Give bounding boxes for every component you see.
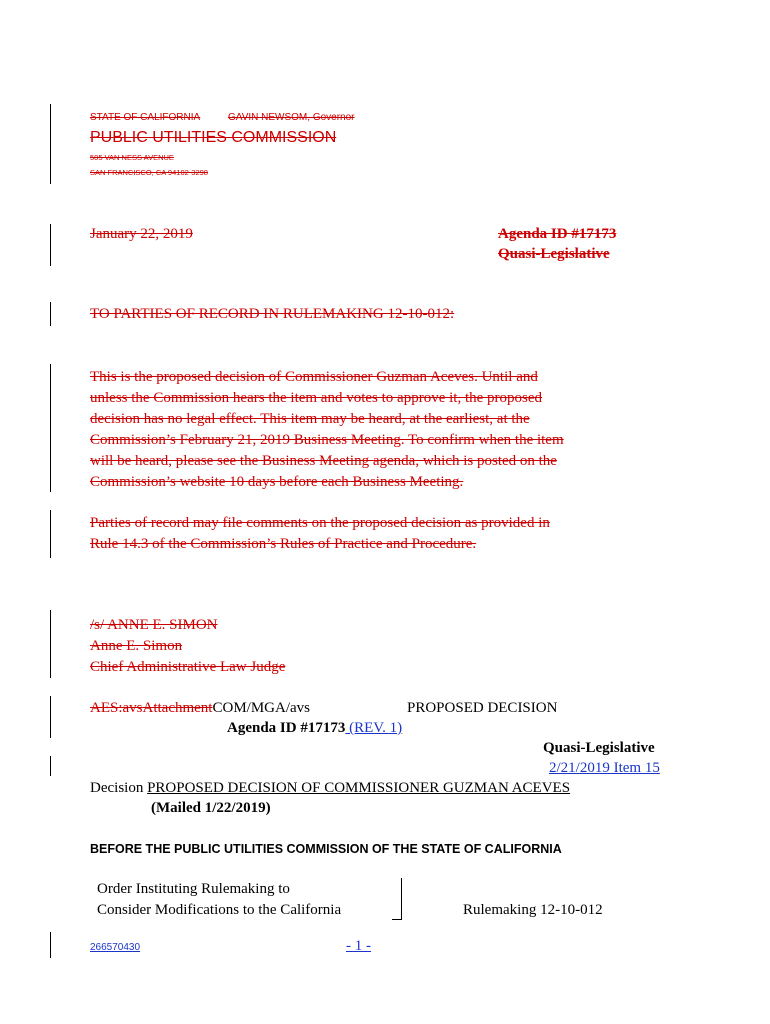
cover-date: January 22, 2019	[90, 226, 193, 242]
docket-number: Rulemaking 12-10-012	[463, 902, 603, 918]
header-initials: COM/MGA/avs	[212, 700, 310, 716]
signer-title: Chief Administrative Law Judge	[90, 659, 286, 675]
change-bar	[50, 224, 51, 266]
header-agenda-text: Agenda ID #17173	[227, 720, 346, 736]
caption-underline	[392, 919, 402, 920]
paragraph-line: will be heard, please see the Business Meeting agenda, which is posted on the	[90, 453, 557, 469]
signature: /s/ ANNE E. SIMON	[90, 617, 218, 633]
doc-number: 266570430	[90, 942, 141, 953]
header-agenda-id	[227, 720, 402, 737]
change-bar	[50, 302, 51, 326]
mailed-date: (Mailed 1/22/2019)	[151, 800, 271, 816]
commission-name: PUBLIC UTILITIES COMMISSION	[90, 129, 337, 146]
change-bar	[50, 510, 51, 558]
paragraph-line: Commission’s website 10 days before each Business Meeting.	[90, 474, 464, 490]
header-item: 2/21/2019 Item 15	[549, 760, 660, 776]
signer-name: Anne E. Simon	[90, 638, 183, 654]
paragraph-line: Commission’s February 21, 2019 Business Meeting. To confirm when the item	[90, 432, 564, 448]
pd-label: PROPOSED DECISION	[407, 700, 558, 716]
caption-divider	[401, 878, 402, 920]
paragraph-line: decision has no legal effect. This item may be heard, at the earliest, at the	[90, 411, 530, 427]
deleted-prefix: AES:avsAttachment	[90, 700, 213, 716]
page-number: - 1 -	[346, 938, 371, 954]
paragraph-line: Rule 14.3 of the Commission’s Rules of Practice and Procedure.	[90, 536, 477, 552]
letterhead-governor-text: GAVIN NEWSOM, Governor	[228, 112, 355, 123]
address-line-1: 505 VAN NESS AVENUE	[90, 153, 174, 162]
decision-title-text: PROPOSED DECISION OF COMMISSIONER GUZMAN ACEVES	[147, 780, 571, 796]
letterhead-state: STATE OF CALIFORNIA	[90, 112, 201, 123]
change-bar	[50, 756, 51, 776]
to-parties: TO PARTIES OF RECORD IN RULEMAKING 12-10-012:	[90, 306, 455, 322]
letterhead-governor	[228, 112, 355, 123]
paragraph-line: unless the Commission hears the item and votes to approve it, the proposed	[90, 390, 543, 406]
address-line-2: SAN FRANCISCO, CA 94102-3298	[90, 168, 208, 177]
cover-agenda-id: Agenda ID #17173	[498, 226, 617, 242]
change-bar	[50, 696, 51, 738]
before-heading: BEFORE THE PUBLIC UTILITIES COMMISSION OF THE STATE OF CALIFORNIA	[90, 842, 562, 856]
paragraph-line: Parties of record may file comments on the proposed decision as provided in	[90, 515, 550, 531]
change-bar	[50, 104, 51, 184]
caption-line-1: Order Instituting Rulemaking to	[97, 881, 290, 897]
decision-title	[90, 780, 570, 797]
change-bar	[50, 932, 51, 958]
decision-prefix: Decision	[90, 780, 148, 796]
change-bar	[50, 364, 51, 492]
running-header	[90, 700, 310, 717]
revision-marker: (REV. 1)	[345, 720, 403, 736]
header-proceeding-type: Quasi-Legislative	[543, 740, 655, 756]
change-bar	[50, 610, 51, 678]
paragraph-line: This is the proposed decision of Commissioner Guzman Aceves. Until and	[90, 369, 538, 385]
cover-proceeding-type: Quasi-Legislative	[498, 246, 610, 262]
caption-line-2: Consider Modifications to the California	[97, 902, 342, 918]
